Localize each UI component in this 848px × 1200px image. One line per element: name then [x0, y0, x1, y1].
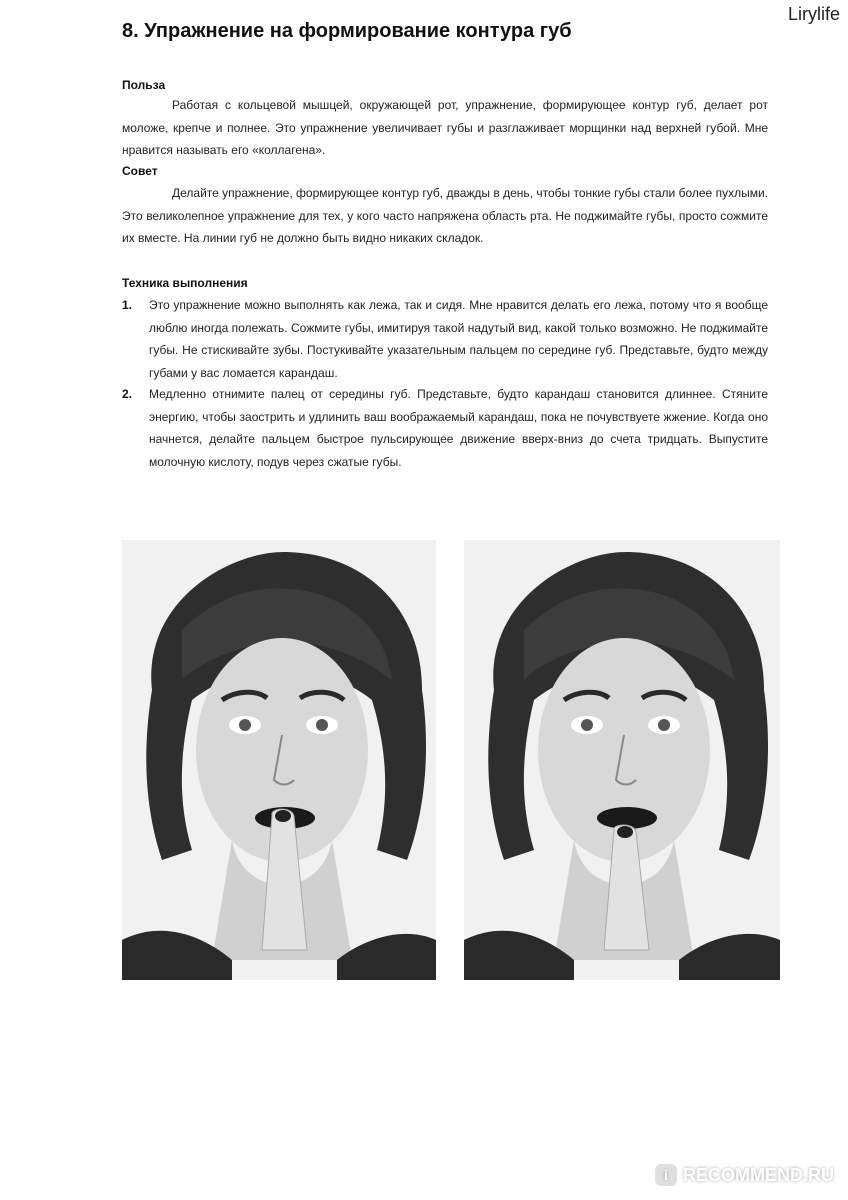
- step-number: 2.: [122, 387, 133, 401]
- recommend-watermark: [655, 1164, 834, 1186]
- advice-text: Делайте упражнение, формирующее контур губ, дважды в день, чтобы тонкие губы стали более пухлыми. Это великолепное упражнение для тех, у кого часто напряжена область рта. Не поджимайте губы, просто сожмите их вместе. На линии губ не должно быть видно никаких складок.: [122, 186, 768, 245]
- technique-heading: Техника выполнения: [122, 276, 248, 290]
- step-text: Медленно отнимите палец от середины губ. Представьте, будто карандаш становится длиннее. Стяните энергию, чтобы заострить и удлинить ваш воображаемый карандаш, пока не почувствуете жжение. Когда оно начнется, делайте пальцем быстрое пульсирующее движение вверх-вниз до счета тридцать. Выпустите молочную кислоту, подув через сжатые губы.: [149, 387, 768, 469]
- watermark-lirylife: Lirylife: [787, 4, 840, 24]
- exercise-photo-2: [464, 540, 780, 980]
- step-number: 1.: [122, 298, 133, 312]
- page-title: 8. Упражнение на формирование контура губ: [122, 20, 572, 42]
- list-item: [122, 383, 768, 473]
- benefit-heading: Польза: [122, 78, 166, 92]
- benefit-text: Работая с кольцевой мышцей, окружающей рот, упражнение, формирующее контур губ, делает рот моложе, крепче и полнее. Это упражнение увеличивает губы и разглаживает морщинки над верхней губой. Мне нравится называть его «коллагена».: [122, 98, 768, 157]
- recommend-watermark-text: RECOMMEND.RU: [683, 1164, 834, 1185]
- advice-heading: Совет: [122, 164, 158, 178]
- list-item: [122, 294, 768, 384]
- exercise-photo-1: [122, 540, 436, 980]
- recommend-logo-icon: i: [655, 1164, 677, 1186]
- step-text: Это упражнение можно выполнять как лежа, так и сидя. Мне нравится делать его лежа, потому что я вообще люблю иногда полежать. Сожмите губы, имитируя такой надутый вид, какой только возможно. Не поджимайте губы. Не стискивайте зубы. Постукивайте указательным пальцем по середине губ. Представьте, будто между губами у вас ломается карандаш.: [149, 298, 768, 380]
